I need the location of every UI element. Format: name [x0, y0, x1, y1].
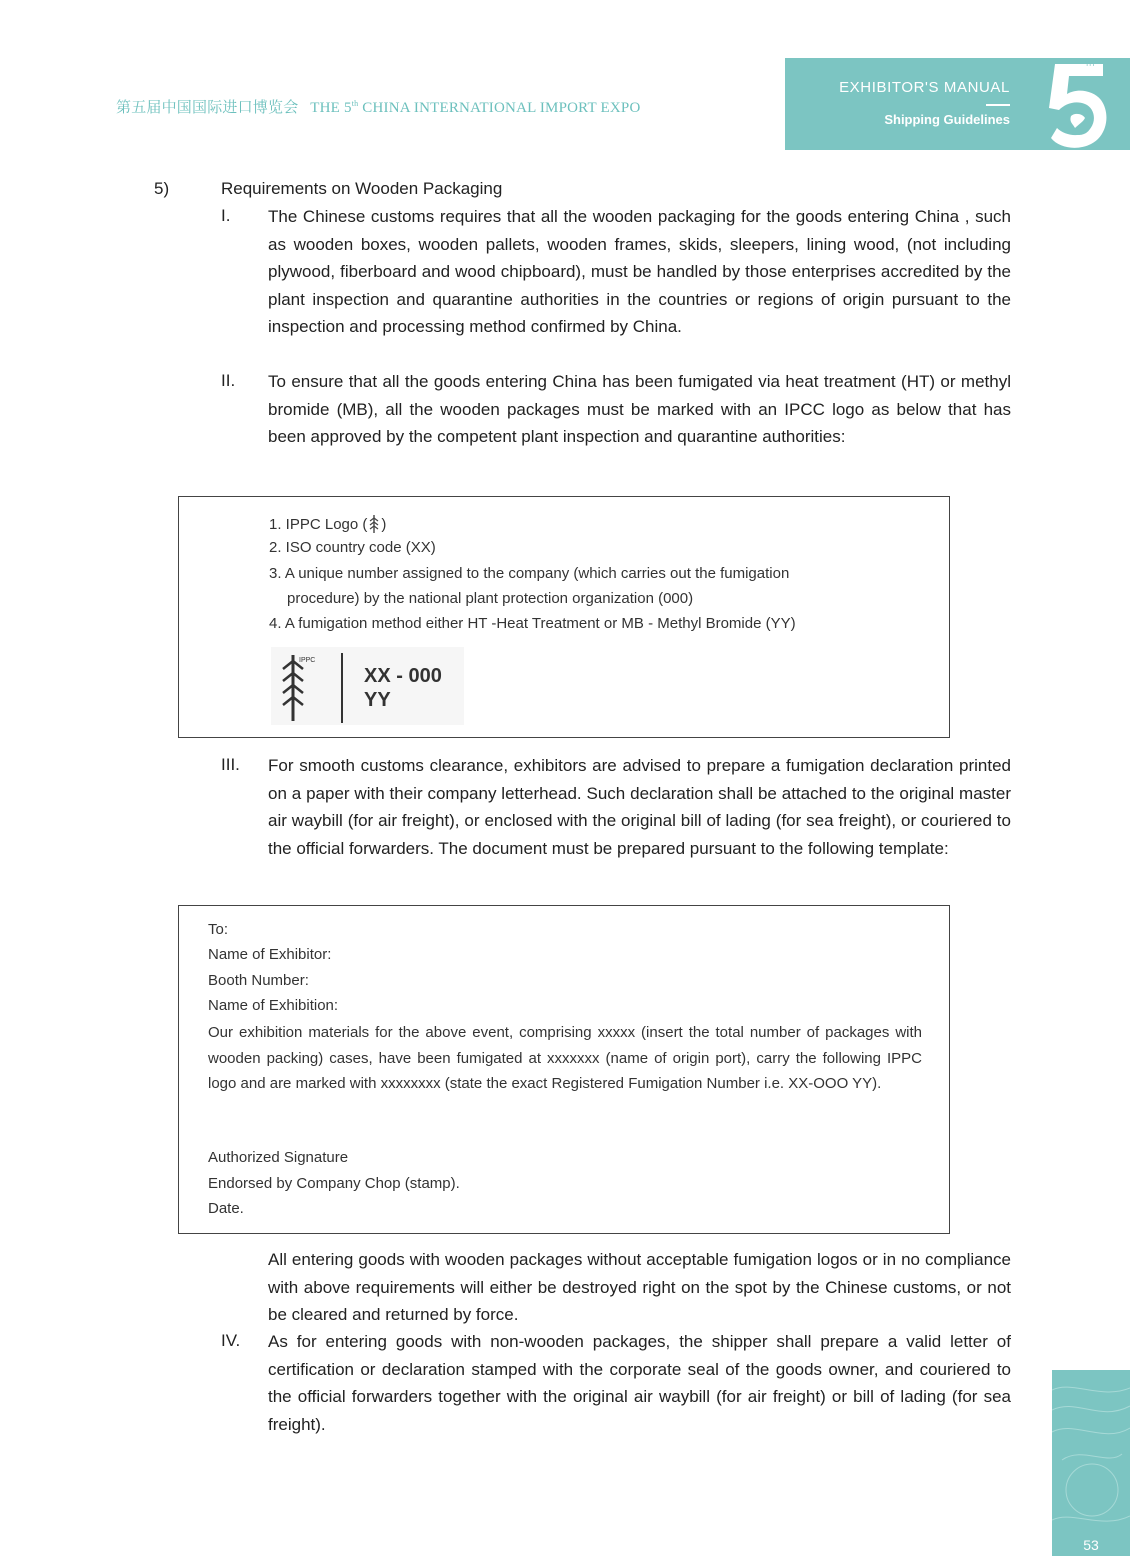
template-date: Date.	[208, 1200, 244, 1217]
edition-five-logo-icon	[1043, 52, 1113, 152]
manual-header-box	[785, 58, 1130, 150]
item-text: The Chinese customs requires that all the wooden packaging for the goods entering China , such as wooden boxes, wooden pallets, wooden frames, skids, sleepers, lining wood, (not including plywood, fiberboard and wood chipboard), must be handled by those enterprises accredited by the plant inspection and quarantine authorities in the countries or regions of origin pursuant to the inspection and processing method confirmed by China.	[268, 207, 1011, 336]
page-corner-decoration	[1052, 1370, 1130, 1556]
logo-item-2: 2. ISO country code (XX)	[269, 539, 436, 556]
expo-title-english: THE 5th CHINA INTERNATIONAL IMPORT EXPO	[310, 99, 641, 116]
template-exhibition: Name of Exhibition:	[208, 997, 339, 1014]
item-text: All entering goods with wooden packages without acceptable fumigation logos or in no compliance with above requirements will either be destroyed right on the spot by the Chinese customs, or not be cleared and returned by force.	[268, 1250, 1011, 1324]
ippc-mark-sample	[271, 647, 464, 725]
expo-title	[116, 96, 640, 117]
item-numeral: III.	[221, 755, 240, 774]
template-endorsed: Endorsed by Company Chop (stamp).	[208, 1175, 460, 1192]
manual-title: EXHIBITOR'S MANUAL	[839, 79, 1010, 96]
template-booth: Booth Number:	[208, 972, 309, 989]
item-text: As for entering goods with non-wooden packages, the shipper shall prepare a valid letter of certification or declaration stamped with the corporate seal of the goods owner, and couriered to the official forwarders together with the original air waybill (for air freight) or bill of lading (for sea freight).	[268, 1332, 1011, 1434]
logo-item-1: 1. IPPC Logo ( )	[269, 516, 387, 533]
item-text: To ensure that all the goods entering China has been fumigated via heat treatment (HT) or methyl bromide (MB), all the wooden packages must be marked with an IPCC logo as below that has been approved by the competent plant inspection and quarantine authorities:	[268, 372, 1011, 446]
ippc-logo-box	[178, 496, 950, 738]
logo-divider	[341, 653, 343, 723]
section-title: Requirements on Wooden Packaging	[221, 179, 503, 198]
item-numeral: II.	[221, 371, 236, 390]
template-to: To:	[208, 921, 229, 938]
expo-title-chinese: 第五届中国国际进口博览会	[116, 100, 299, 116]
logo-method: YY	[364, 689, 391, 711]
svg-text:TH: TH	[1085, 61, 1095, 68]
item-numeral: IV.	[221, 1331, 241, 1350]
item-text: For smooth customs clearance, exhibitors are advised to prepare a fumigation declaration printed on a paper with their company letterhead. Such declaration shall be attached to the original master air waybill (for air freight), or enclosed with the original bill of lading (for sea freight), or couriered to the official forwarders. The document must be prepared pursuant to the following template:	[268, 756, 1011, 858]
section-number: 5)	[154, 179, 170, 198]
item-numeral: I.	[221, 206, 231, 225]
wheat-icon	[367, 514, 381, 534]
logo-item-3-continued: procedure) by the national plant protection organization (000)	[287, 590, 694, 607]
section-name: Shipping Guidelines	[884, 112, 1010, 127]
page-number: 53	[1083, 1537, 1099, 1553]
template-body: Our exhibition materials for the above event, comprising xxxxx (insert the total number of packages with wooden packing) cases, have been fumigated at xxxxxxx (name of origin port), carry the following IPPC logo and are marked with xxxxxxxx (state the exact Registered Fumigation Number i.e. XX-OOO YY).	[208, 1024, 922, 1092]
header-divider	[986, 104, 1010, 106]
declaration-template-box	[178, 905, 950, 1234]
decorative-pattern-icon	[1052, 1370, 1130, 1556]
template-signature: Authorized Signature	[208, 1149, 349, 1166]
logo-item-3: 3. A unique number assigned to the company (which carries out the fumigation	[269, 565, 790, 582]
ippc-vertical-text: IPPC	[299, 657, 316, 664]
logo-code: XX - 000	[364, 665, 442, 687]
template-exhibitor: Name of Exhibitor:	[208, 946, 332, 963]
logo-item-4: 4. A fumigation method either HT -Heat Treatment or MB - Methyl Bromide (YY)	[269, 615, 796, 632]
